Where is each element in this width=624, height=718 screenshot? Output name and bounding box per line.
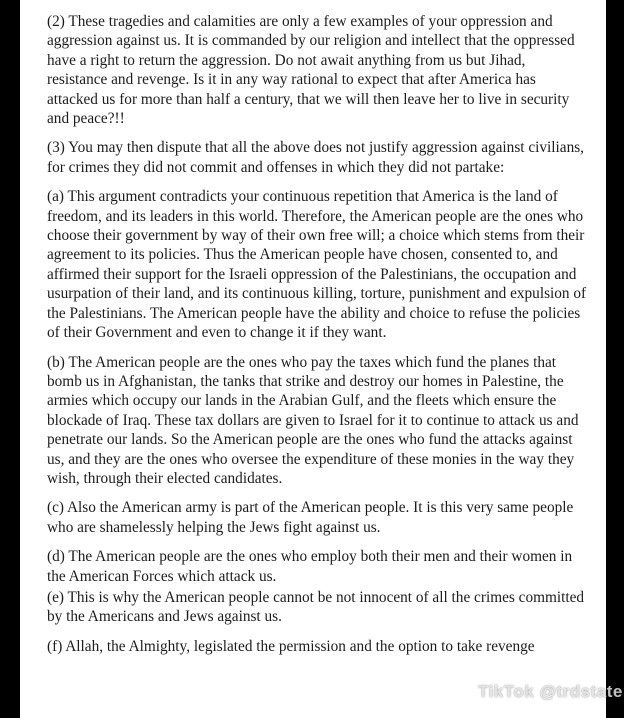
paragraph-3d: (d) The American people are the ones who employ both their men and their women in the American Forces which attack us. — [47, 548, 573, 585]
paragraph-3f: (f) Allah, the Almighty, legislated the permission and the option to take revenge — [47, 637, 535, 655]
paragraph-3b: (b) The American people are the ones who pay the taxes which fund the planes that bomb us in Afghanistan, the tanks that strike and destroy our homes in Palestine, the armies which occupy our lands in the Arabian Gulf, and the fleets which ensure the blockade of Iraq. These tax dollars are given to Israel for it to continue to attack us and penetrate our lands. So the American people are the ones who fund the attacks against us, and they are the ones who oversee the expenditure of these monies in the way they wish, through their elected candidates. — [47, 353, 579, 487]
paragraph-3c: (c) Also the American army is part of the American people. It is this very same people who are shamelessly helping the Jews fight against us. — [47, 499, 574, 536]
paragraph-3e: (e) This is why the American people cannot be not innocent of all the crimes committed by the Americans and Jews against us. — [47, 588, 585, 626]
document-page — [20, 0, 623, 718]
paragraph-3: (3) You may then dispute that all the above does not justify aggression against civilians, for crimes they did not commit and offenses in which they did not partake: — [47, 139, 585, 176]
paragraph-2: (2) These tragedies and calamities are only a few examples of your oppression and aggression against us. It is commanded by our religion and intellect that the oppressed have a right to return the aggression. Do not await anything from us but Jihad, resistance and revenge. Is it in any way rational to expect that after America has attacked us for more than half a century, that we will then leave her to live in security and peace?!! — [47, 13, 575, 128]
letter-body — [47, 12, 587, 656]
tiktok-watermark: TikTok @trdstate — [478, 682, 623, 701]
paragraph-3a: (a) This argument contradicts your continuous repetition that America is the land of freedom, and its leaders in this world. Therefore, the American people are the ones who choose their government by way of their own free will; a choice which stems from their agreement to its policies. Thus the American people have chosen, consented to, and affirmed their support for the Israeli oppression of the Palestinians, the occupation and usurpation of their land, and its continuous killing, torture, punishment and expulsion of the Palestinians. The American people have the ability and choice to refuse the policies of their Government and even to change it if they want. — [47, 188, 587, 342]
